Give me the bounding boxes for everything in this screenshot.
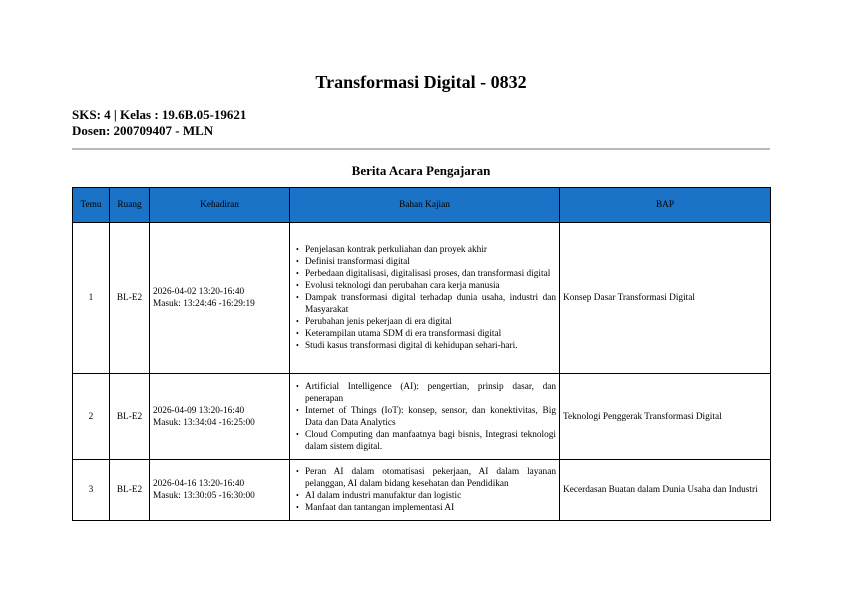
- cell-kehadiran: [150, 374, 290, 460]
- cell-bap: Kecerdasan Buatan dalam Dunia Usaha dan Industri: [560, 460, 771, 521]
- header-kehadiran: Kehadiran: [150, 188, 290, 223]
- table-row: [73, 460, 771, 521]
- list-item: • Artificial Intelligence (AI): pengertian, prinsip dasar, dan penerapan: [305, 381, 556, 405]
- cell-kehadiran: [150, 223, 290, 374]
- list-item: • Cloud Computing dan manfaatnya bagi bisnis, Integrasi teknologi dalam sistem digital.: [305, 429, 556, 453]
- list-item: • Dampak transformasi digital terhadap dunia usaha, industri dan Masyarakat: [305, 292, 556, 316]
- dosen-line: Dosen: 200709407 - MLN: [72, 123, 214, 138]
- header-bap: BAP: [560, 188, 771, 223]
- document-title: Transformasi Digital - 0832: [315, 72, 527, 92]
- cell-temu: 3: [73, 460, 110, 521]
- cell-ruang: BL-E2: [110, 223, 150, 374]
- section-title: Berita Acara Pengajaran: [351, 163, 491, 178]
- cell-bap: Teknologi Penggerak Transformasi Digital: [560, 374, 771, 460]
- table-row: [73, 223, 771, 374]
- list-item: • AI dalam industri manufaktur dan logistic: [305, 490, 556, 502]
- cell-ruang: BL-E2: [110, 374, 150, 460]
- jadwal-text: 2026-04-02 13:20-16:40: [153, 287, 245, 297]
- header-bahan-kajian: Bahan Kajian: [290, 188, 560, 223]
- bahan-list: [293, 466, 556, 514]
- list-item: • Penjelasan kontrak perkuliahan dan proyek akhir: [305, 244, 556, 256]
- list-item: • Peran AI dalam otomatisasi pekerjaan, AI dalam layanan pelanggan, AI dalam bidang kesehatan dan Pendidikan: [305, 466, 556, 490]
- jadwal-text: 2026-04-16 13:20-16:40: [153, 479, 245, 489]
- jadwal-text: 2026-04-09 13:20-16:40: [153, 405, 245, 416]
- table-row: [73, 374, 771, 460]
- cell-bahan-kajian: [290, 223, 560, 374]
- cell-ruang: BL-E2: [110, 460, 150, 521]
- table-header-row: [73, 188, 771, 223]
- cell-bap: Konsep Dasar Transformasi Digital: [560, 223, 771, 374]
- bahan-list: [293, 244, 556, 352]
- bap-table: [72, 187, 771, 521]
- header-divider: [72, 148, 770, 150]
- cell-kehadiran: [150, 460, 290, 521]
- list-item: • Internet of Things (IoT): konsep, sensor, dan konektivitas, Big Data dan Data Analytics: [305, 405, 556, 429]
- sks-kelas-line: SKS: 4 | Kelas : 19.6B.05-19621: [72, 107, 247, 122]
- cell-temu: 1: [73, 223, 110, 374]
- cell-bahan-kajian: [290, 460, 560, 521]
- header-temu: Temu: [73, 188, 110, 223]
- cell-temu: 2: [73, 374, 110, 460]
- list-item: • Definisi transformasi digital: [305, 256, 556, 268]
- masuk-text: Masuk: 13:24:46 -16:29:19: [153, 299, 255, 309]
- list-item: • Perubahan jenis pekerjaan di era digital: [305, 316, 556, 328]
- list-item: • Studi kasus transformasi digital di kehidupan sehari-hari.: [305, 340, 556, 352]
- masuk-text: Masuk: 13:30:05 -16:30:00: [153, 491, 255, 501]
- course-meta: [72, 107, 246, 139]
- list-item: • Keterampilan utama SDM di era transformasi digital: [305, 328, 556, 340]
- masuk-text: Masuk: 13:34:04 -16:25:00: [153, 417, 255, 428]
- list-item: • Manfaat dan tantangan implementasi AI: [305, 502, 556, 514]
- header-ruang: Ruang: [110, 188, 150, 223]
- list-item: • Perbedaan digitalisasi, digitalisasi proses, dan transformasi digital: [305, 268, 556, 280]
- bahan-list: [293, 381, 556, 453]
- cell-bahan-kajian: [290, 374, 560, 460]
- list-item: • Evolusi teknologi dan perubahan cara kerja manusia: [305, 280, 556, 292]
